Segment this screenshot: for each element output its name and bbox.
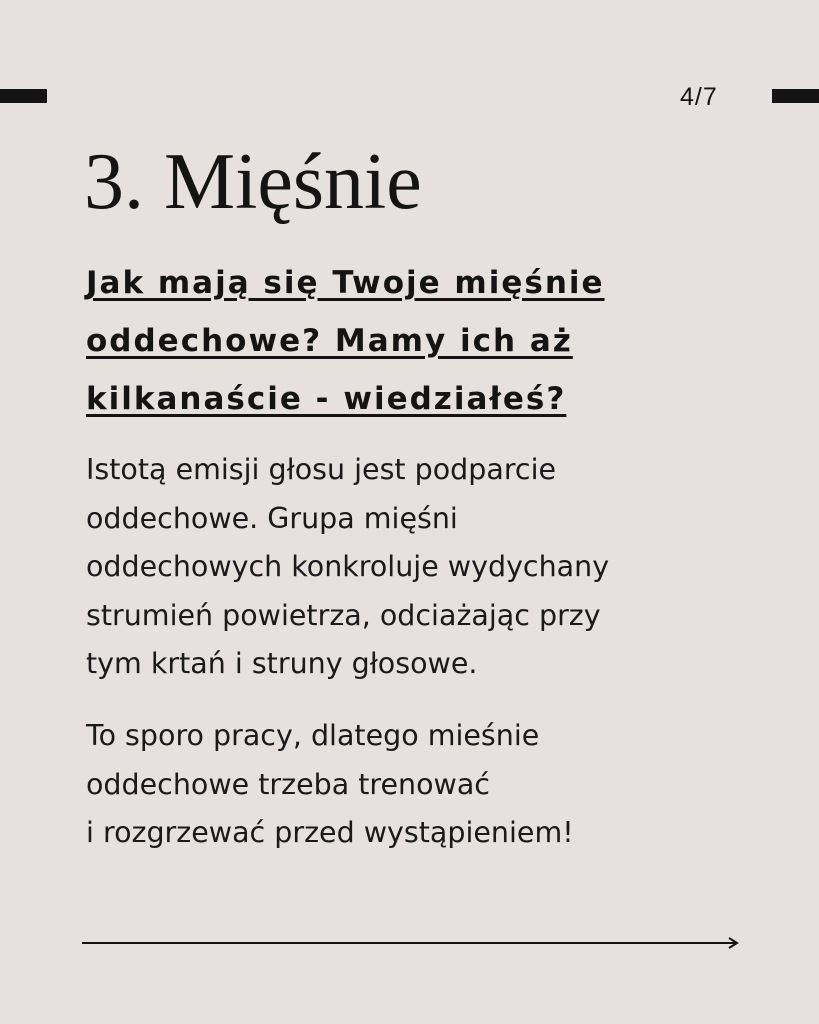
paragraph-line: To sporo pracy, dlatego mieśnie	[86, 719, 540, 752]
paragraph-line: i rozgrzewać przed wystąpieniem!	[86, 816, 574, 849]
paragraph-line: Istotą emisji głosu jest podparcie	[86, 453, 557, 486]
paragraph-line: strumień powietrza, odciażając przy	[86, 598, 601, 632]
slide-subtitle	[86, 254, 766, 428]
paragraph-line: oddechowe. Grupa mięśni	[86, 501, 458, 535]
body-paragraph-2	[86, 712, 786, 858]
left-accent-bar	[0, 89, 47, 103]
paragraph-line: oddechowych konkroluje wydychany	[86, 550, 610, 583]
paragraph-line: oddechowe trzeba trenować	[86, 767, 490, 801]
arrow-right-icon	[82, 934, 740, 952]
slide-title: 3. Mięśnie	[84, 138, 422, 226]
page-indicator: 4/7	[680, 83, 718, 111]
paragraph-line: tym krtań i struny głosowe.	[86, 647, 478, 680]
subtitle-line: Jak mają się Twoje mięśnie	[86, 265, 605, 301]
subtitle-line: kilkanaście - wiedziałeś?	[86, 381, 567, 417]
right-accent-bar	[772, 89, 819, 103]
subtitle-line: oddechowe? Mamy ich aż	[86, 323, 573, 359]
body-paragraph-1	[86, 446, 786, 689]
